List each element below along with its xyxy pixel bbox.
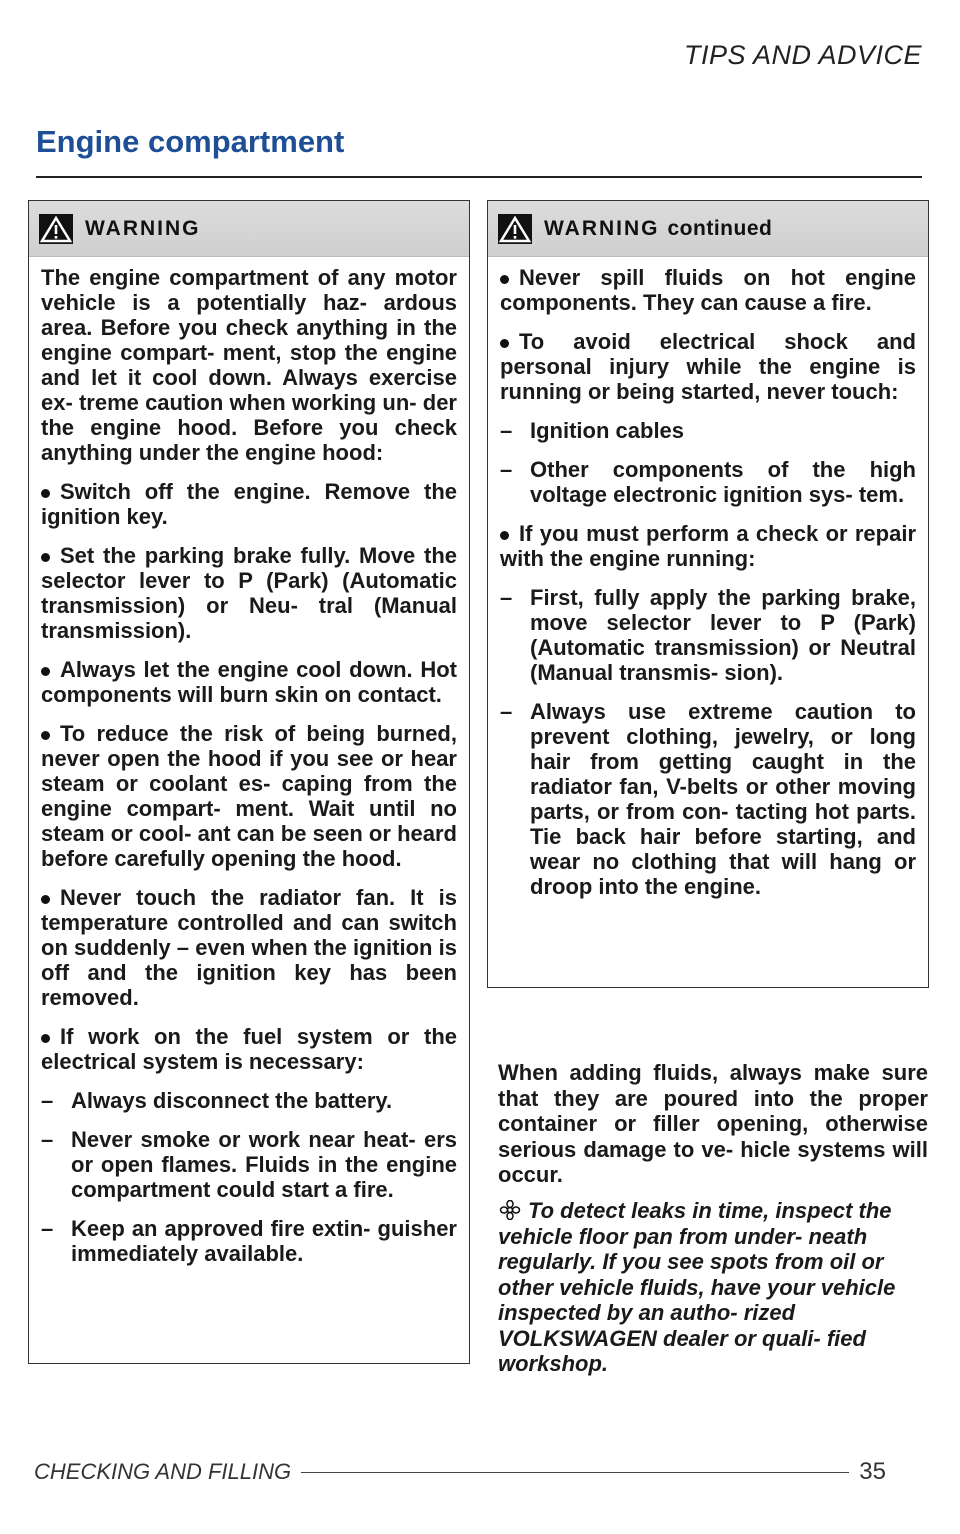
warning-label: WARNING continued <box>544 216 773 240</box>
list-item: To avoid electrical shock and personal injury while the engine is running or being started, never touch: <box>500 329 916 404</box>
warning-triangle-icon <box>498 214 532 244</box>
list-item: Never spill fluids on hot engine components. They can cause a fire. <box>500 265 916 315</box>
footer-rule <box>301 1472 849 1473</box>
sub-item: – Always use extreme caution to prevent clothing, jewelry, or long hair from getting caught in the radiator fan, V-belts or other moving parts, or from con- tacting hot parts. Tie back hair before starting, and wear no clothing that will hang or droop into the engine. <box>500 699 916 899</box>
environment-tip: To detect leaks in time, inspect the vehicle floor pan from under- neath regularly. If you see spots from oil or other vehicle fluids, have your vehicle inspected by an autho- rized VOLKSWAGEN dealer or quali- fied workshop. <box>498 1198 896 1376</box>
warning-box <box>28 200 470 1364</box>
sub-item: – Never smoke or work near heat- ers or open flames. Fluids in the engine compartment could start a fire. <box>41 1127 457 1202</box>
list-item: If you must perform a check or repair with the engine running: <box>500 521 916 571</box>
list-item: Switch off the engine. Remove the ignition key. <box>41 479 457 529</box>
list-item: Never touch the radiator fan. It is temperature controlled and can switch on suddenly – even when the ignition is off and the ignition key has been removed. <box>41 885 457 1010</box>
bullet-icon <box>41 489 50 498</box>
chapter-name: CHECKING AND FILLING <box>34 1459 292 1484</box>
warning-header <box>488 201 928 257</box>
warning-triangle-icon <box>39 214 73 244</box>
sub-item: – Other components of the high voltage electronic ignition sys- tem. <box>500 457 916 507</box>
list-item: To reduce the risk of being burned, never open the hood if you see or hear steam or coolant es- caping from the engine compart- ment. Wait until no steam or cool- ant can be seen or heard before carefully opening the hood. <box>41 721 457 871</box>
title-rule <box>36 176 922 178</box>
bullet-icon <box>41 1034 50 1043</box>
list-item: Always let the engine cool down. Hot components will burn skin on contact. <box>41 657 457 707</box>
bullet-icon <box>41 731 50 740</box>
bullet-icon <box>41 895 50 904</box>
bullet-icon <box>500 275 509 284</box>
warning-label: WARNING <box>85 216 201 240</box>
section-title: Engine compartment <box>36 124 345 159</box>
warning-box-continued <box>487 200 929 988</box>
body-paragraph: When adding fluids, always make sure that they are poured into the proper container or filler opening, otherwise serious damage to ve- hicle systems will occur. <box>498 1060 928 1187</box>
warning-header <box>29 201 469 257</box>
sub-item: – First, fully apply the parking brake, move selector lever to P (Park) (Automatic transmission) or Neutral (Manual transmis- sion). <box>500 585 916 685</box>
flower-icon <box>498 1200 522 1220</box>
bullet-icon <box>500 339 509 348</box>
list-item: Set the parking brake fully. Move the selector lever to P (Park) (Automatic transmission) or Neu- tral (Manual transmission). <box>41 543 457 643</box>
sub-item: – Ignition cables <box>500 418 685 443</box>
warning-intro: The engine compartment of any motor vehicle is a potentially haz- ardous area. Before you check anything in the engine compart- ment, stop the engine and let it cool down. Always exercise ex- treme caution when working un- der the engine hood. Before you check anything under the engine hood: <box>41 265 457 465</box>
running-header: TIPS AND ADVICE <box>683 40 922 70</box>
bullet-icon <box>41 553 50 562</box>
page-footer <box>34 1458 886 1486</box>
bullet-icon <box>41 667 50 676</box>
sub-item: – Keep an approved fire extin- guisher immediately available. <box>41 1216 457 1266</box>
sub-item: – Always disconnect the battery. <box>41 1088 393 1113</box>
page-number: 35 <box>859 1458 886 1485</box>
bullet-icon <box>500 531 509 540</box>
list-item: If work on the fuel system or the electrical system is necessary: <box>41 1024 457 1074</box>
